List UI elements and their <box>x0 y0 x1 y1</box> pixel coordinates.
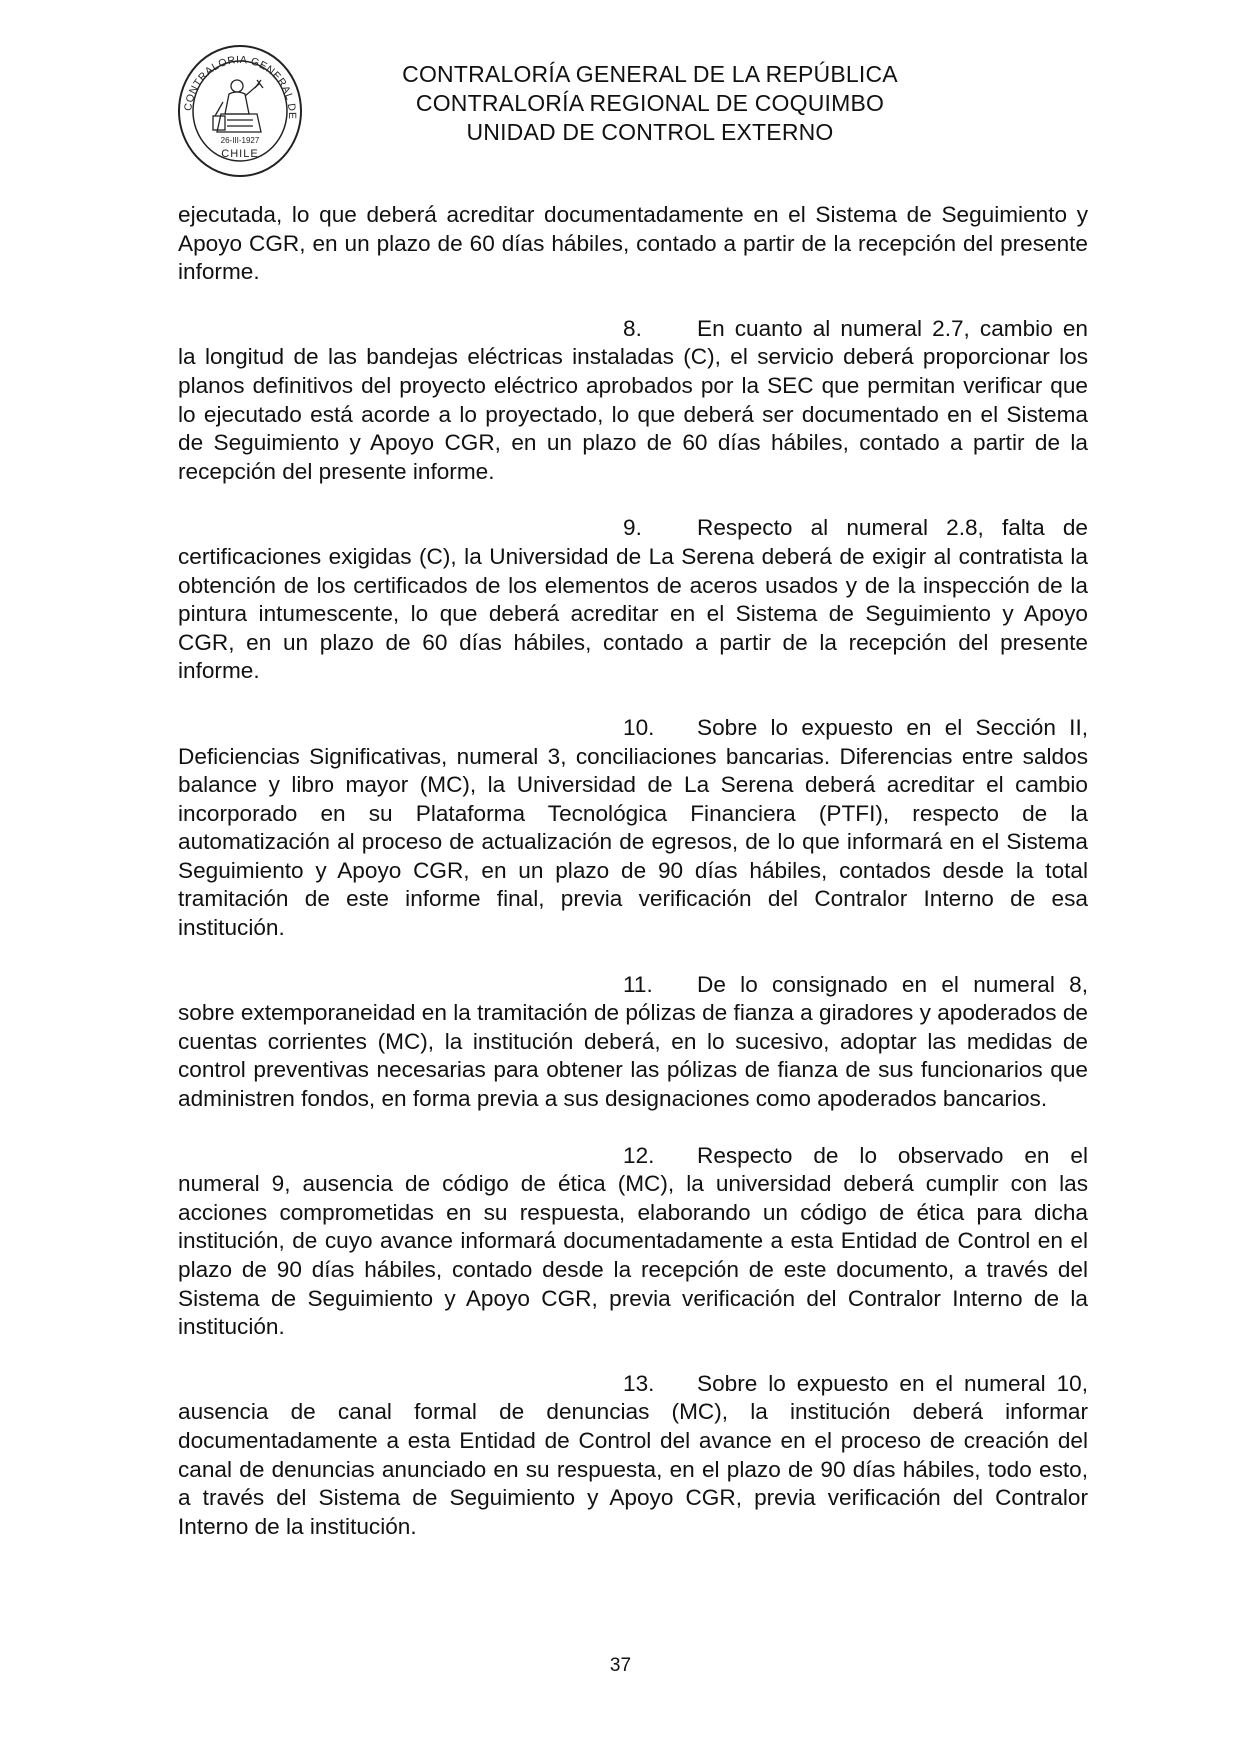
paragraph-10 <box>178 714 1088 943</box>
paragraph-number: 11. <box>623 971 653 997</box>
seal-icon <box>177 44 303 178</box>
seal-date: 26-III-1927 <box>220 136 260 145</box>
seal-country: CHILE <box>221 148 259 160</box>
header-line-1: CONTRALORÍA GENERAL DE LA REPÚBLICA <box>402 61 898 87</box>
document-body <box>178 201 1088 1569</box>
paragraph-8 <box>178 315 1088 487</box>
svg-text:CONTRALORIA GENERAL DE LA REPU <box>177 44 298 120</box>
paragraph-text: ejecutada, lo que deberá acreditar documentadamente en el Sistema de Seguimiento y Apoyo CGR, en un plazo de 60 días hábiles, contado a partir de la recepción del presente informe. <box>178 202 1088 285</box>
paragraph-text: De lo consignado en el numeral 8, sobre extemporaneidad en la tramitación de pólizas de fianza a giradores y apoderados de cuentas corrientes (MC), la institución deberá, en lo sucesivo, adoptar las medidas de control preventivas necesarias para obtener las pólizas de fianza de sus funcionarios que administren fondos, en forma previa a sus designaciones como apoderados bancarios. <box>178 971 1088 1112</box>
paragraph-12 <box>178 1142 1088 1342</box>
paragraph-13 <box>178 1370 1088 1542</box>
paragraph-text: En cuanto al numeral 2.7, cambio en la longitud de las bandejas eléctricas instaladas (C), el servicio deberá proporcionar los planos definitivos del proyecto eléctrico aprobados por la SEC que permitan verificar que lo ejecutado está acorde a lo proyectado, lo que deberá ser documentado en el Sistema de Seguimiento y Apoyo CGR, en un plazo de 60 días hábiles, contado a partir de la recepción del presente informe. <box>178 315 1088 484</box>
page-number: 37 <box>609 1655 632 1676</box>
paragraph-number: 10. <box>623 714 655 740</box>
paragraph-text: Sobre lo expuesto en el numeral 10, ausencia de canal formal de denuncias (MC), la institución deberá informar documentadamente a esta Entidad de Control del avance en el proceso de creación del canal de denuncias anunciado en su respuesta, en el plazo de 90 días hábiles, todo esto, a través del Sistema de Seguimiento y Apoyo CGR, previa verificación del Contralor Interno de la institución. <box>178 1370 1088 1539</box>
paragraph-number: 13. <box>623 1370 655 1396</box>
paragraph-9 <box>178 514 1088 686</box>
paragraph-number: 8. <box>623 315 642 341</box>
header-line-2: CONTRALORÍA REGIONAL DE COQUIMBO <box>415 90 885 116</box>
paragraph-text: Respecto al numeral 2.8, falta de certificaciones exigidas (C), la Universidad de La Serena deberá de exigir al contratista la obtención de los certificados de los elementos de aceros usados y de la inspección de la pintura intumescente, lo que deberá acreditar en el Sistema de Seguimiento y Apoyo CGR, en un plazo de 60 días hábiles, contado a partir de la recepción del presente informe. <box>178 515 1088 684</box>
paragraph-number: 9. <box>623 515 642 541</box>
seal-ring-text: CONTRALORIA GENERAL DE <box>182 53 299 120</box>
letterhead <box>330 60 970 147</box>
header-line-3: UNIDAD DE CONTROL EXTERNO <box>466 119 834 145</box>
paragraph-continuation <box>178 201 1088 287</box>
paragraph-number: 12. <box>623 1142 655 1168</box>
paragraph-text: Respecto de lo observado en el numeral 9, ausencia de código de ética (MC), la universidad deberá cumplir con las acciones comprometidas en su respuesta, elaborando un código de ética para dicha institución, de cuyo avance informará documentadamente a esta Entidad de Control en el plazo de 90 días hábiles, contado desde la recepción de este documento, a través del Sistema de Seguimiento y Apoyo CGR, previa verificación del Contralor Interno de la institución. <box>178 1142 1088 1340</box>
paragraph-11 <box>178 971 1088 1114</box>
paragraph-text: Sobre lo expuesto en el Sección II, Deficiencias Significativas, numeral 3, conciliaciones bancarias. Diferencias entre saldos balance y libro mayor (MC), la Universidad de La Serena deberá acreditar el cambio incorporado en su Plataforma Tecnológica Financiera (PTFI), respecto de la automatización al proceso de actualización de egresos, de lo que informará en el Sistema Seguimiento y Apoyo CGR, en un plazo de 90 días hábiles, contados desde la total tramitación de este informe final, previa verificación del Contralor Interno de esa institución. <box>178 714 1088 941</box>
